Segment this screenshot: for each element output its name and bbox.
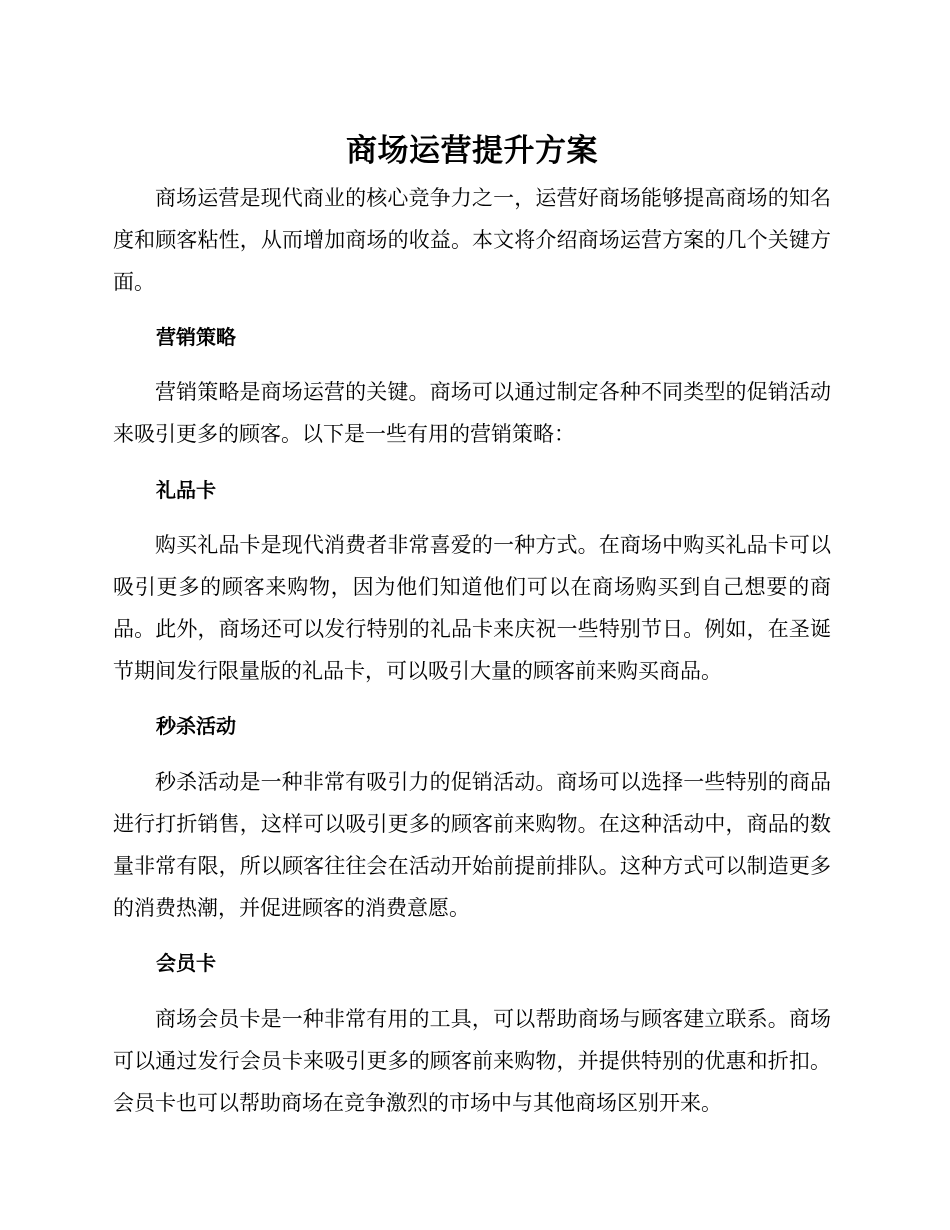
section-heading-membership-card: 会员卡 [156,951,216,975]
section-heading-flash-sale: 秒杀活动 [156,714,236,738]
section-body-membership-card: 商场会员卡是一种非常有用的工具，可以帮助商场与顾客建立联系。商场可以通过发行会员卡来吸引更多的顾客前来购物，并提供特别的优惠和折扣。会员卡也可以帮助商场在竞争激烈的市场中与其他商场区别开来。 [113,1007,831,1115]
section-heading-gift-card: 礼品卡 [156,478,216,502]
section-body-marketing-strategy: 营销策略是商场运营的关键。商场可以通过制定各种不同类型的促销活动来吸引更多的顾客。以下是一些有用的营销策略： [113,380,831,446]
intro-paragraph: 商场运营是现代商业的核心竞争力之一，运营好商场能够提高商场的知名度和顾客粘性，从而增加商场的收益。本文将介绍商场运营方案的几个关键方面。 [113,186,831,294]
section-body-gift-card: 购买礼品卡是现代消费者非常喜爱的一种方式。在商场中购买礼品卡可以吸引更多的顾客来购物，因为他们知道他们可以在商场购买到自己想要的商品。此外，商场还可以发行特别的礼品卡来庆祝一些特别节日。例如，在圣诞节期间发行限量版的礼品卡，可以吸引大量的顾客前来购买商品。 [113,533,831,683]
section-heading-marketing-strategy: 营销策略 [156,325,236,349]
document-title: 商场运营提升方案 [346,133,598,169]
section-body-flash-sale: 秒杀活动是一种非常有吸引力的促销活动。商场可以选择一些特别的商品进行打折销售，这样可以吸引更多的顾客前来购物。在这种活动中，商品的数量非常有限，所以顾客往往会在活动开始前提前排队。这种方式可以制造更多的消费热潮，并促进顾客的消费意愿。 [113,770,831,920]
